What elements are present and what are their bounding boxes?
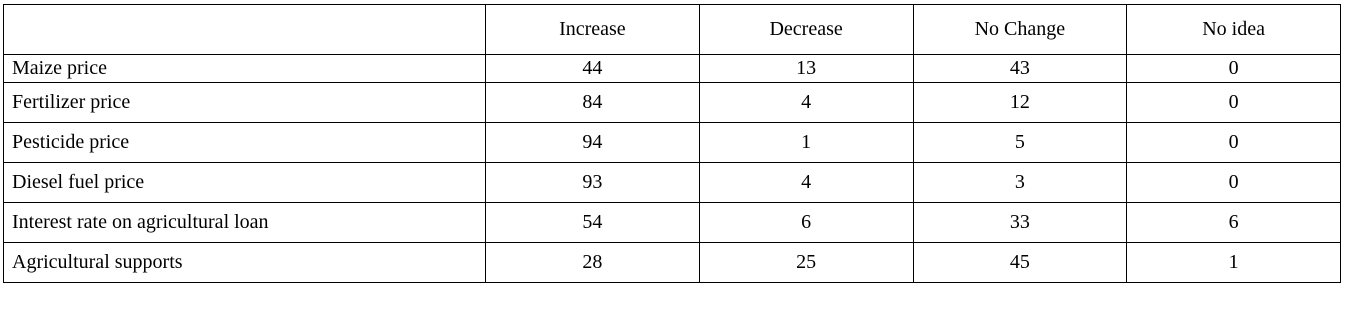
cell-increase: 54	[486, 203, 700, 243]
cell-increase: 94	[486, 123, 700, 163]
cell-no-idea: 0	[1127, 83, 1341, 123]
table-row	[4, 163, 1341, 203]
cell-decrease: 13	[699, 55, 913, 83]
cell-no-idea: 0	[1127, 163, 1341, 203]
cell-decrease: 6	[699, 203, 913, 243]
cell-no-change: 33	[913, 203, 1127, 243]
cell-no-change: 5	[913, 123, 1127, 163]
cell-no-idea: 0	[1127, 55, 1341, 83]
cell-no-idea: 1	[1127, 243, 1341, 283]
table-row	[4, 123, 1341, 163]
cell-no-change: 3	[913, 163, 1127, 203]
cell-no-idea: 0	[1127, 123, 1341, 163]
data-table	[3, 4, 1341, 283]
row-label: Fertilizer price	[4, 83, 486, 123]
row-label: Agricultural supports	[4, 243, 486, 283]
cell-decrease: 4	[699, 83, 913, 123]
cell-increase: 44	[486, 55, 700, 83]
header-no-change: No Change	[913, 5, 1127, 55]
header-decrease: Decrease	[699, 5, 913, 55]
row-label: Pesticide price	[4, 123, 486, 163]
cell-increase: 93	[486, 163, 700, 203]
table-row	[4, 243, 1341, 283]
header-row	[4, 5, 1341, 55]
row-label: Maize price	[4, 55, 486, 83]
table-row	[4, 55, 1341, 83]
cell-no-idea: 6	[1127, 203, 1341, 243]
cell-decrease: 25	[699, 243, 913, 283]
cell-increase: 28	[486, 243, 700, 283]
cell-increase: 84	[486, 83, 700, 123]
header-increase: Increase	[486, 5, 700, 55]
header-empty-cell	[4, 5, 486, 55]
cell-decrease: 4	[699, 163, 913, 203]
table-row	[4, 83, 1341, 123]
cell-no-change: 12	[913, 83, 1127, 123]
row-label: Diesel fuel price	[4, 163, 486, 203]
table-row	[4, 203, 1341, 243]
cell-no-change: 43	[913, 55, 1127, 83]
cell-decrease: 1	[699, 123, 913, 163]
row-label: Interest rate on agricultural loan	[4, 203, 486, 243]
cell-no-change: 45	[913, 243, 1127, 283]
header-no-idea: No idea	[1127, 5, 1341, 55]
